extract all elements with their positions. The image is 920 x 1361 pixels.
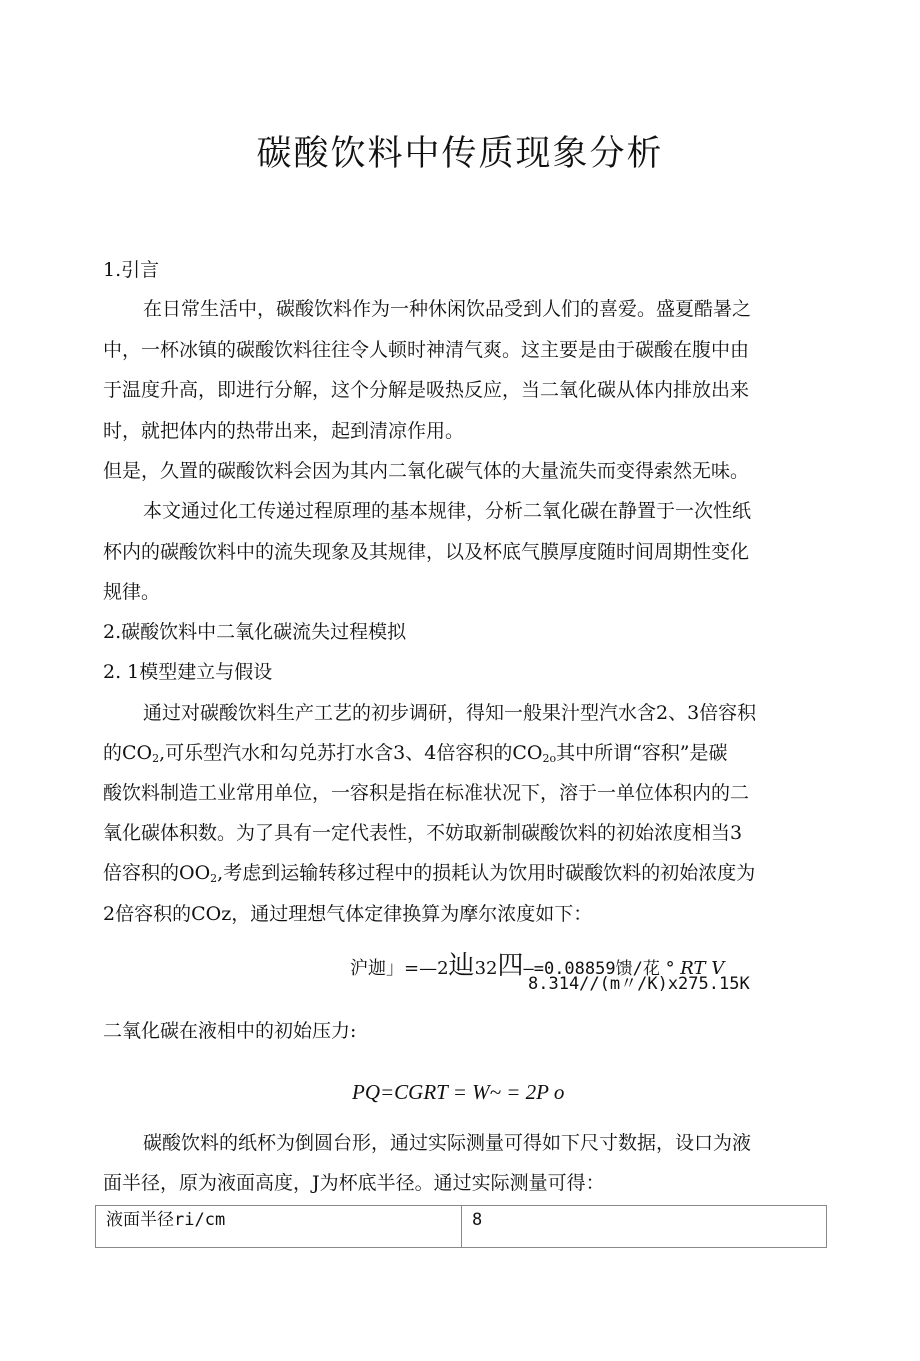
table-cell: 液面半径ri/cm (96, 1206, 462, 1248)
paragraph-line: 酸饮料制造工业常用单位，一容积是指在标准状况下，溶于一单位体积内的二 (103, 782, 750, 804)
dimension-table (95, 1205, 827, 1248)
molar-concentration-formula: 沪迦」=—2辿32四—=0.08859馈/花 ° RT V (350, 951, 725, 981)
paragraph-line: 杯内的碳酸饮料中的流失现象及其规律，以及杯底气膜厚度随时间周期性变化 (103, 541, 750, 563)
table-cell: 8 (462, 1206, 827, 1248)
paragraph-line: 在日常生活中，碳酸饮料作为一种休闲饮品受到人们的喜爱。盛夏酷暑之 (143, 298, 752, 320)
paragraph-line: 碳酸饮料的纸杯为倒圆台形，通过实际测量可得如下尺寸数据，设口为液 (143, 1132, 752, 1154)
initial-pressure-formula: PQ=CGRT = W~ = 2P o (352, 1080, 565, 1104)
section-heading-model: 2.碳酸饮料中二氧化碳流失过程模拟 (103, 621, 407, 643)
table-row (96, 1206, 827, 1248)
paragraph-line: 2倍容积的COz，通过理想气体定律换算为摩尔浓度如下： (103, 903, 593, 925)
paragraph-line: 二氧化碳在液相中的初始压力: (103, 1020, 357, 1042)
document-title: 碳酸饮料中传质现象分析 (256, 134, 664, 174)
paragraph-line: 但是，久置的碳酸饮料会因为其内二氧化碳气体的大量流失而变得索然无味。 (103, 460, 750, 482)
paragraph-line: 时，就把体内的热带出来，起到清凉作用。 (103, 420, 465, 442)
subsection-heading: 2. 1模型建立与假设 (103, 661, 273, 683)
section-heading-intro: 1.引言 (103, 259, 160, 281)
paragraph-line: 于温度升高，即进行分解，这个分解是吸热反应，当二氧化碳从体内排放出来 (103, 379, 750, 401)
paragraph-line: 本文通过化工传递过程原理的基本规律，分析二氧化碳在静置于一次性纸 (143, 500, 752, 522)
paragraph-line: 通过对碳酸饮料生产工艺的初步调研，得知一般果汁型汽水含2、3倍容积 (143, 702, 757, 724)
paragraph-line: 规律。 (103, 581, 161, 603)
paragraph-line: 中，一杯冰镇的碳酸饮料往往令人顿时神清气爽。这主要是由于碳酸在腹中由 (103, 339, 750, 361)
molar-concentration-denominator: 8.314//(m〃/K)x275.15K (528, 974, 750, 994)
paragraph-line-oo2: 倍容积的$OO_2$,考虑到运输转移过程中的损耗认为饮用时碳酸饮料的初始浓度为 (103, 862, 756, 885)
paragraph-line-co2: 的$CO_2$,可乐型汽水和勾兑苏打水含3、4倍容积的$CO_{2o}$其中所谓“容积”是碳 (103, 742, 728, 765)
paragraph-line: 面半径，原为液面高度，J为杯底半径。通过实际测量可得： (103, 1172, 605, 1194)
paragraph-line: 氧化碳体积数。为了具有一定代表性，不妨取新制碳酸饮料的初始浓度相当3 (103, 822, 743, 844)
